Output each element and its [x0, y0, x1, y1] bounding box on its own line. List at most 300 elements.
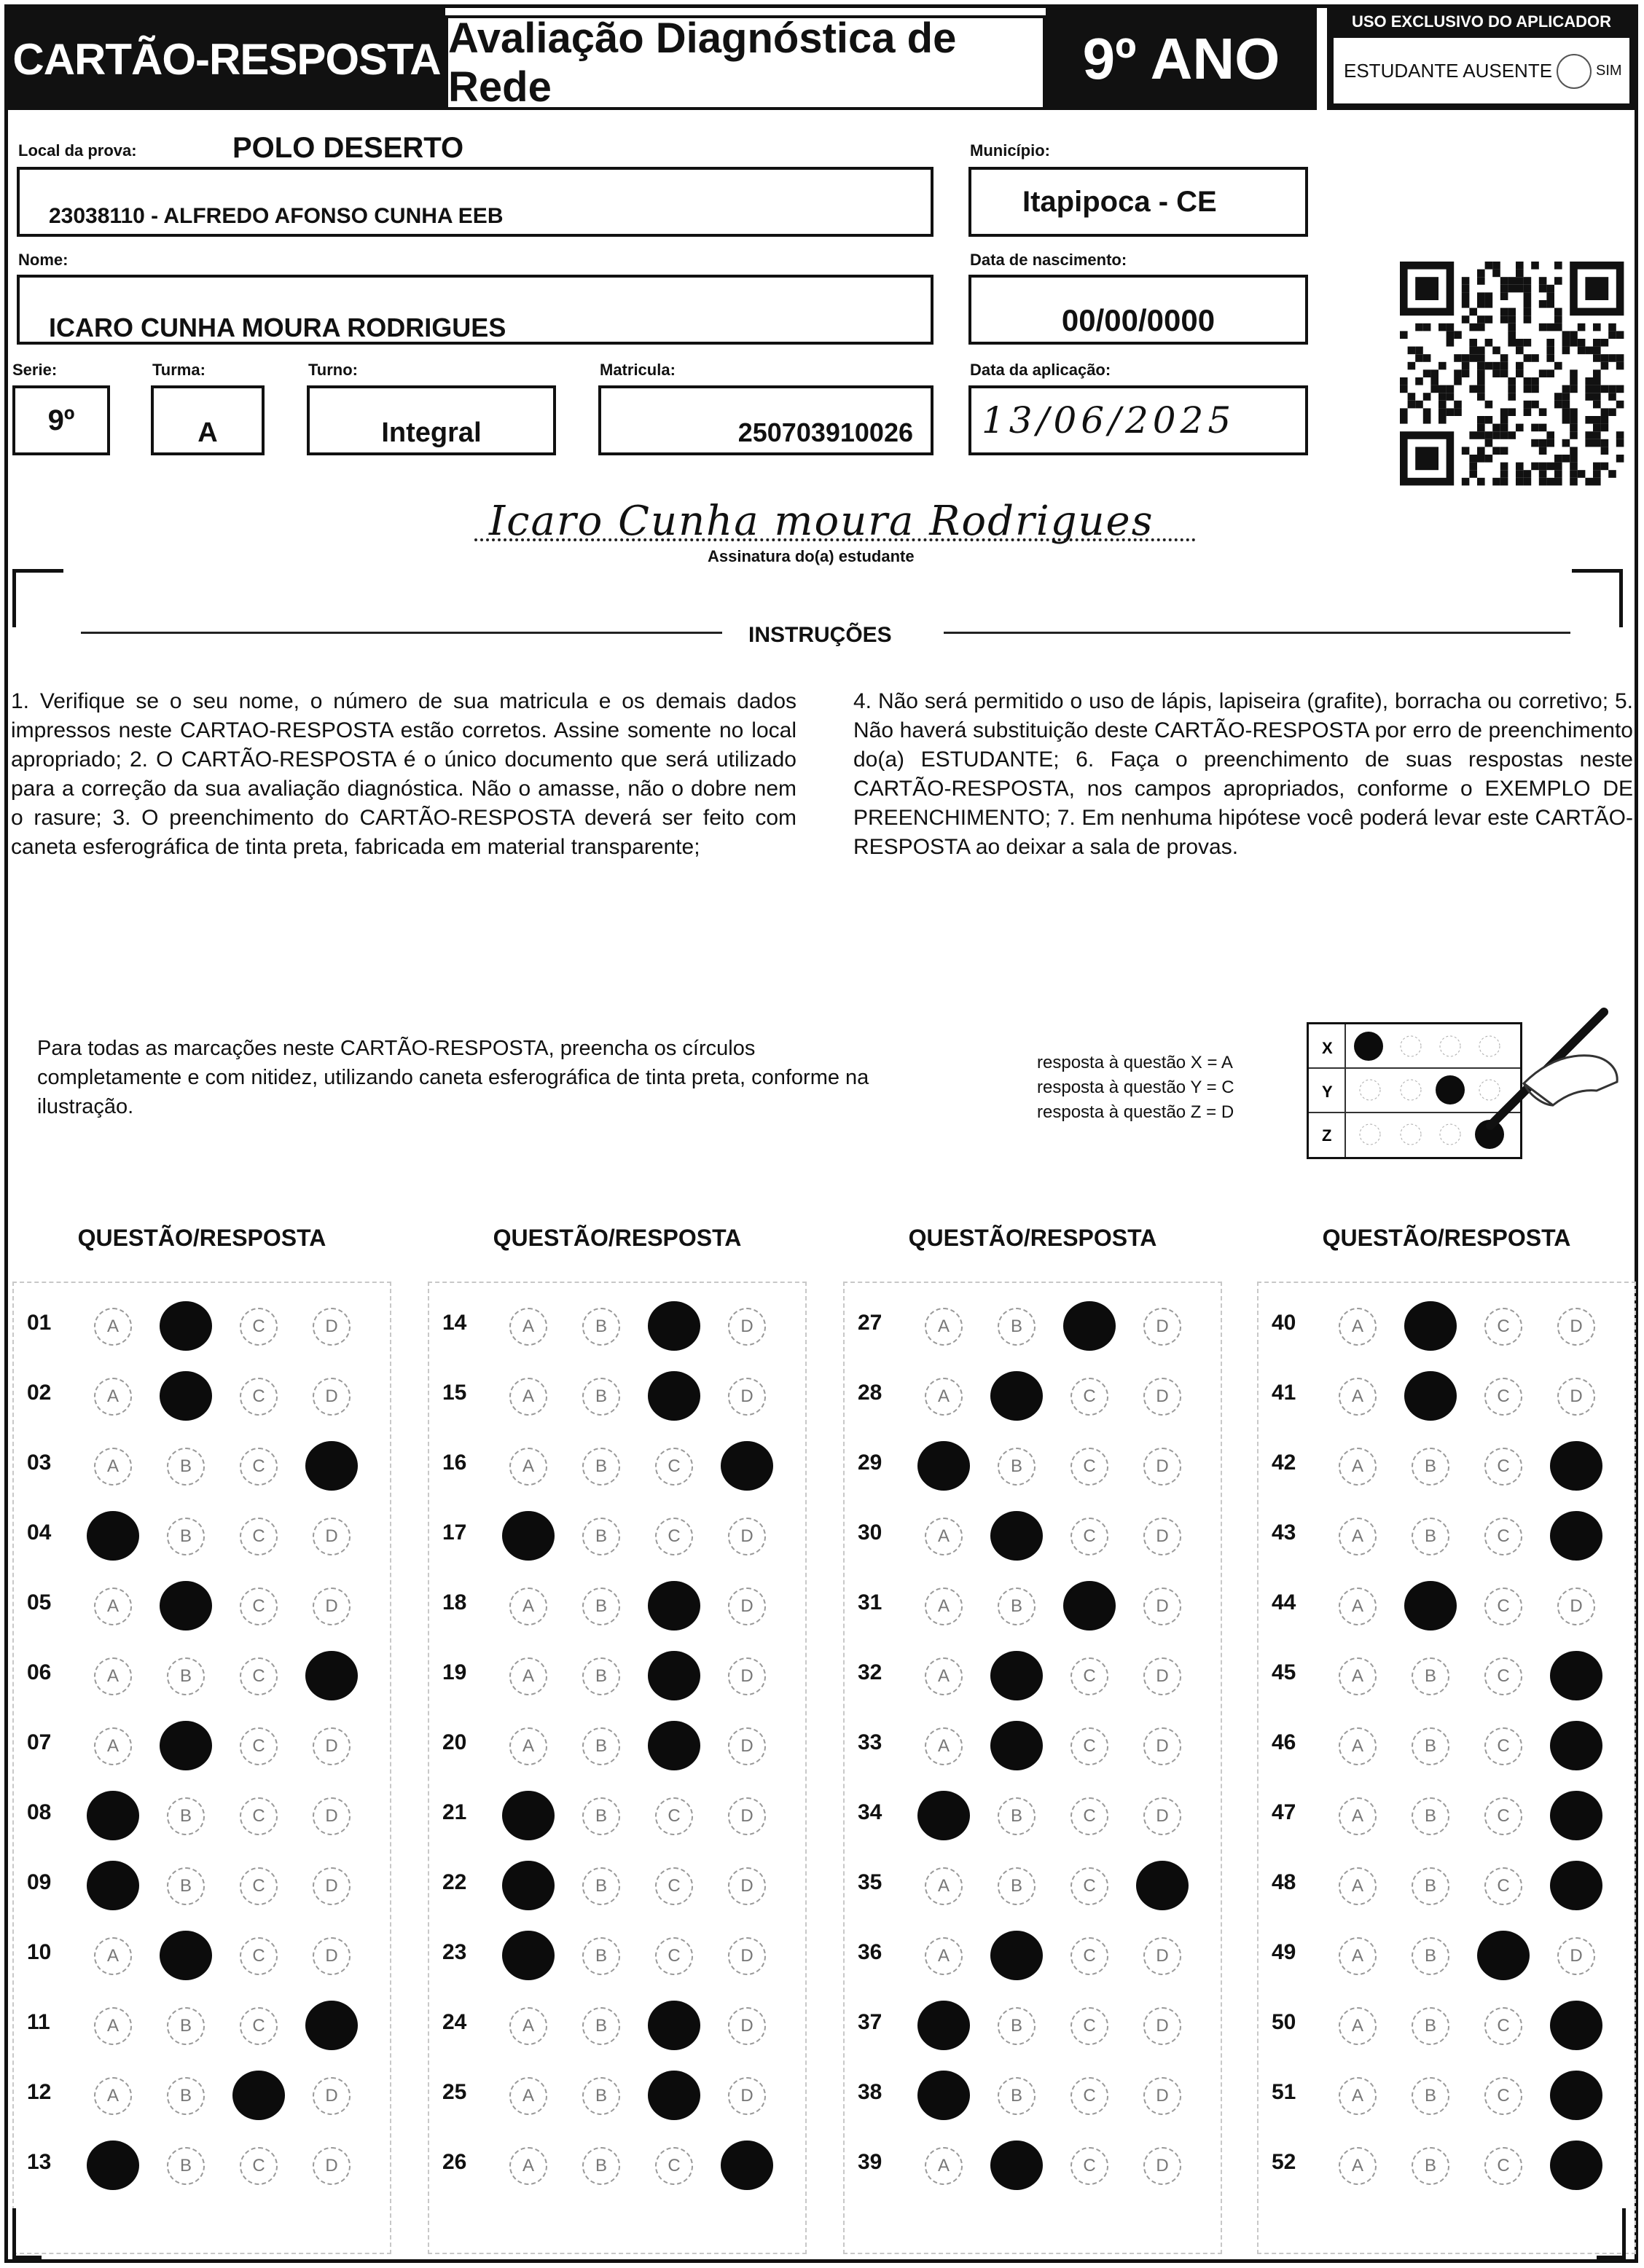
bubble-d[interactable]: D	[313, 1518, 351, 1555]
bubble-b[interactable]	[1404, 1301, 1457, 1351]
question-number: 52	[1272, 2150, 1296, 2174]
question-row-48	[1259, 1857, 1637, 1915]
question-number: 29	[858, 1451, 882, 1475]
bubble-b[interactable]: B	[167, 2077, 205, 2115]
bubble-a[interactable]: A	[925, 1588, 963, 1625]
bubble-d[interactable]: D	[1143, 2147, 1181, 2185]
question-number: 17	[442, 1520, 467, 1545]
bubble-a[interactable]: A	[925, 1518, 963, 1555]
question-row-30	[845, 1507, 1224, 1566]
bubble-c[interactable]: C	[1484, 1518, 1522, 1555]
bubble-b[interactable]: B	[998, 2007, 1036, 2045]
bubble-b[interactable]	[990, 1721, 1043, 1770]
pen-hand-icon	[1480, 1003, 1626, 1142]
bubble-c[interactable]	[1477, 1931, 1530, 1980]
question-row-35	[845, 1857, 1224, 1915]
question-number: 26	[442, 2150, 467, 2174]
bubble-a[interactable]: A	[94, 1448, 132, 1486]
serie-label: Serie:	[12, 361, 58, 379]
bubble-d[interactable]: D	[1557, 1378, 1595, 1416]
bubble-a[interactable]: A	[1339, 1518, 1377, 1555]
question-number: 28	[858, 1381, 882, 1405]
question-number: 21	[442, 1800, 467, 1824]
bubble-a[interactable]: A	[509, 1588, 547, 1625]
bubble-b[interactable]	[990, 2141, 1043, 2190]
bubble-a[interactable]: A	[1339, 1797, 1377, 1835]
bubble-a[interactable]	[87, 2141, 139, 2190]
bubble-a[interactable]: A	[925, 1727, 963, 1765]
applicator-title: USO EXCLUSIVO DO APLICADOR	[1351, 12, 1612, 31]
school-field	[17, 167, 933, 237]
question-row-23	[429, 1927, 808, 1985]
bubble-b[interactable]	[990, 1651, 1043, 1700]
bubble-d[interactable]: D	[313, 1308, 351, 1346]
bubble-b[interactable]: B	[582, 1867, 620, 1905]
matricula-field	[598, 385, 933, 455]
bubble-b[interactable]: B	[582, 1308, 620, 1346]
bubble-a[interactable]: A	[509, 1657, 547, 1695]
bubble-c[interactable]: C	[1484, 1797, 1522, 1835]
question-row-17	[429, 1507, 808, 1566]
question-number: 20	[442, 1730, 467, 1754]
question-row-33	[845, 1717, 1224, 1775]
bubble-a[interactable]	[917, 1791, 970, 1840]
question-number: 06	[27, 1660, 52, 1684]
bubble-b[interactable]: B	[582, 2077, 620, 2115]
bubble-a[interactable]: A	[509, 1378, 547, 1416]
bubble-d[interactable]	[1550, 1721, 1602, 1770]
bubble-c[interactable]: C	[1070, 1867, 1108, 1905]
bubble-c[interactable]: C	[1070, 1448, 1108, 1486]
birth-value: 00/00/0000	[1061, 303, 1216, 337]
bubble-d[interactable]	[305, 1441, 358, 1491]
bubble-d[interactable]: D	[728, 1727, 766, 1765]
bubble-a[interactable]: A	[1339, 2007, 1377, 2045]
bubble-d[interactable]	[305, 2001, 358, 2050]
bubble-b[interactable]: B	[167, 1867, 205, 1905]
bubble-c[interactable]: C	[1484, 2147, 1522, 2185]
question-row-32	[845, 1647, 1224, 1706]
bubble-c[interactable]: C	[1484, 1727, 1522, 1765]
bubble-c[interactable]	[648, 1721, 700, 1770]
bubble-c[interactable]: C	[240, 1518, 278, 1555]
bubble-b[interactable]: B	[167, 2007, 205, 2045]
bubble-b[interactable]: B	[998, 1448, 1036, 1486]
bubble-b[interactable]: B	[582, 1727, 620, 1765]
question-row-37	[845, 1997, 1224, 2055]
bubble-c[interactable]: C	[655, 1937, 693, 1975]
bubble-b[interactable]: B	[1412, 1657, 1449, 1695]
local-value: POLO DESERTO	[232, 132, 464, 164]
answers-column-1	[12, 1282, 391, 2254]
bubble-a[interactable]: A	[94, 1308, 132, 1346]
question-row-02	[14, 1368, 393, 1426]
bubble-d[interactable]: D	[1143, 1378, 1181, 1416]
question-row-28	[845, 1368, 1224, 1426]
bubble-c[interactable]: C	[1070, 1518, 1108, 1555]
bubble-d[interactable]: D	[728, 1867, 766, 1905]
absent-bubble[interactable]	[1557, 54, 1592, 89]
question-row-29	[845, 1437, 1224, 1496]
bubble-c[interactable]: C	[240, 1588, 278, 1625]
bubble-c[interactable]: C	[1070, 2007, 1108, 2045]
question-number: 03	[27, 1451, 52, 1475]
bubble-c[interactable]: C	[240, 1937, 278, 1975]
question-row-16	[429, 1437, 808, 1496]
bubble-a[interactable]: A	[1339, 1588, 1377, 1625]
bubble-b[interactable]: B	[167, 1518, 205, 1555]
bubble-b[interactable]: B	[998, 1308, 1036, 1346]
bubble-a[interactable]: A	[509, 2007, 547, 2045]
application-date-label: Data da aplicação:	[970, 361, 1111, 379]
bubble-d[interactable]: D	[1143, 1448, 1181, 1486]
bubble-b[interactable]: B	[167, 1448, 205, 1486]
bubble-c[interactable]	[648, 1651, 700, 1700]
bubble-b[interactable]: B	[998, 1797, 1036, 1835]
city-field	[968, 167, 1308, 237]
bubble-a[interactable]: A	[94, 1588, 132, 1625]
bubble-b[interactable]: B	[1412, 2007, 1449, 2045]
bubble-a[interactable]	[502, 1511, 555, 1561]
bubble-d[interactable]	[305, 1651, 358, 1700]
bubble-a[interactable]: A	[1339, 1657, 1377, 1695]
question-number: 36	[858, 1940, 882, 1964]
bubble-c[interactable]	[1063, 1301, 1116, 1351]
bubble-d[interactable]: D	[1143, 1727, 1181, 1765]
bubble-b[interactable]: B	[1412, 2147, 1449, 2185]
bubble-a[interactable]: A	[509, 1308, 547, 1346]
bubble-d[interactable]	[1550, 2001, 1602, 2050]
question-number: 49	[1272, 1940, 1296, 1964]
answers-column-3	[843, 1282, 1222, 2254]
bubble-c[interactable]	[648, 1581, 700, 1631]
bubble-b[interactable]: B	[582, 1657, 620, 1695]
bubble-d[interactable]	[1550, 1651, 1602, 1700]
question-number: 09	[27, 1870, 52, 1894]
turma-field	[151, 385, 265, 455]
answers-column-2	[428, 1282, 807, 2254]
bubble-c[interactable]: C	[1070, 2077, 1108, 2115]
bubble-c[interactable]: C	[240, 1797, 278, 1835]
bubble-d[interactable]: D	[1143, 2077, 1181, 2115]
instructions-rule-left	[81, 632, 722, 634]
card-title: CARTÃO-RESPOSTA	[8, 8, 445, 110]
bubble-a[interactable]	[502, 1861, 555, 1910]
signature-label: Assinatura do(a) estudante	[708, 547, 915, 565]
bubble-d[interactable]: D	[1557, 1937, 1595, 1975]
bubble-a[interactable]: A	[509, 1727, 547, 1765]
marking-note: Para todas as marcações neste CARTÃO-RESPOSTA, preencha os círculos completamente e com nitidez, utilizando caneta esferográfica de tinta preta, conforme na ilustração.	[37, 1037, 869, 1118]
question-row-47	[1259, 1787, 1637, 1845]
bubble-a[interactable]	[87, 1861, 139, 1910]
bubble-a[interactable]: A	[509, 2077, 547, 2115]
bubble-b[interactable]: B	[167, 1657, 205, 1695]
bubble-d[interactable]	[1550, 2071, 1602, 2120]
bubble-d[interactable]: D	[728, 1518, 766, 1555]
bubble-d[interactable]	[721, 2141, 773, 2190]
bubble-a[interactable]: A	[1339, 1727, 1377, 1765]
bubble-a[interactable]: A	[94, 1657, 132, 1695]
bubble-d[interactable]	[1550, 1511, 1602, 1561]
bubble-c[interactable]	[648, 1371, 700, 1421]
bubble-d[interactable]: D	[313, 1727, 351, 1765]
question-number: 16	[442, 1451, 467, 1475]
bubble-b[interactable]: B	[582, 1588, 620, 1625]
city-value: Itapipoca - CE	[1022, 185, 1217, 218]
question-number: 42	[1272, 1451, 1296, 1475]
qr-code-icon	[1400, 262, 1627, 493]
bubble-c[interactable]: C	[1070, 2147, 1108, 2185]
bubble-d[interactable]: D	[1143, 1797, 1181, 1835]
bubble-a[interactable]	[87, 1791, 139, 1840]
bubble-b[interactable]: B	[582, 1797, 620, 1835]
bubble-c[interactable]: C	[1484, 1308, 1522, 1346]
bubble-b[interactable]: B	[1412, 1867, 1449, 1905]
bubble-b[interactable]: B	[1412, 2077, 1449, 2115]
bubble-c[interactable]	[1063, 1581, 1116, 1631]
bubble-b[interactable]	[990, 1931, 1043, 1980]
bubble-c[interactable]: C	[655, 1797, 693, 1835]
question-row-36	[845, 1927, 1224, 1985]
bubble-d[interactable]: D	[313, 1378, 351, 1416]
bubble-c[interactable]: C	[1484, 1378, 1522, 1416]
bubble-c[interactable]: C	[1070, 1937, 1108, 1975]
bubble-c[interactable]: C	[240, 1867, 278, 1905]
bubble-c[interactable]: C	[1484, 2077, 1522, 2115]
bubble-a[interactable]: A	[925, 1867, 963, 1905]
bubble-c[interactable]: C	[1484, 1657, 1522, 1695]
bubble-a[interactable]: A	[1339, 1378, 1377, 1416]
question-row-06	[14, 1647, 393, 1706]
bubble-d[interactable]	[1550, 1861, 1602, 1910]
bubble-a[interactable]: A	[94, 2007, 132, 2045]
bubble-a[interactable]: A	[1339, 2147, 1377, 2185]
bubble-d[interactable]: D	[313, 2147, 351, 2185]
absent-panel	[1331, 36, 1632, 106]
bubble-d[interactable]: D	[1143, 1588, 1181, 1625]
bubble-c[interactable]: C	[1070, 1727, 1108, 1765]
question-number: 32	[858, 1660, 882, 1684]
bubble-b[interactable]: B	[582, 1518, 620, 1555]
question-row-10	[14, 1927, 393, 1985]
question-row-19	[429, 1647, 808, 1706]
question-number: 47	[1272, 1800, 1296, 1824]
bubble-a[interactable]: A	[925, 1937, 963, 1975]
bubble-d[interactable]: D	[313, 1588, 351, 1625]
bubble-a[interactable]	[502, 1931, 555, 1980]
bubble-a[interactable]: A	[1339, 1448, 1377, 1486]
bubble-d[interactable]: D	[1143, 1657, 1181, 1695]
bubble-d[interactable]	[1136, 1861, 1189, 1910]
instructions-right: 4. Não será permitido o uso de lápis, lapiseira (grafite), borracha ou corretivo; 5. Não haverá substituição deste CARTÃO-RESPOSTA por erro de preenchimento do(a) ESTUDANTE; 6. Faça o preenchimento de suas respostas neste CARTÃO-RESPOSTA, nos campos apropriados, conforme o EXEMPLO DE PREENCHIMENTO; 7. Em nenhuma hipótese você poderá levar este CARTÃO-RESPOSTA ao deixar a sala de provas.	[853, 689, 1633, 859]
application-date-field[interactable]	[968, 385, 1308, 455]
bubble-b[interactable]: B	[167, 2147, 205, 2185]
bubble-d[interactable]: D	[1143, 1518, 1181, 1555]
bubble-a[interactable]: A	[925, 1657, 963, 1695]
school-value: 23038110 - ALFREDO AFONSO CUNHA EEB	[49, 204, 504, 228]
bubble-c[interactable]: C	[655, 1867, 693, 1905]
bubble-b[interactable]	[160, 1301, 212, 1351]
signature-value: Icaro Cunha moura Rodrigues	[489, 498, 1154, 545]
bubble-d[interactable]: D	[1143, 2007, 1181, 2045]
bubble-d[interactable]: D	[728, 1937, 766, 1975]
bubble-c[interactable]: C	[1484, 2007, 1522, 2045]
question-row-03	[14, 1437, 393, 1496]
bubble-c[interactable]: C	[655, 1518, 693, 1555]
bubble-b[interactable]: B	[1412, 1727, 1449, 1765]
bubble-a[interactable]: A	[1339, 1867, 1377, 1905]
question-number: 38	[858, 2080, 882, 2104]
bubble-b[interactable]: B	[582, 2007, 620, 2045]
bubble-b[interactable]: B	[1412, 1518, 1449, 1555]
bubble-b[interactable]: B	[1412, 1937, 1449, 1975]
bubble-b[interactable]: B	[582, 1378, 620, 1416]
turma-label: Turma:	[152, 361, 206, 379]
bubble-d[interactable]: D	[728, 2007, 766, 2045]
bubble-d[interactable]: D	[313, 1937, 351, 1975]
question-row-46	[1259, 1717, 1637, 1775]
example-label-x: resposta à questão X = A	[1037, 1053, 1233, 1072]
bubble-d[interactable]: D	[1143, 1937, 1181, 1975]
answer-sheet	[4, 4, 1638, 2263]
question-number: 11	[27, 2010, 50, 2034]
bubble-b[interactable]: B	[998, 2077, 1036, 2115]
bubble-c[interactable]: C	[240, 2007, 278, 2045]
bubble-c[interactable]	[648, 1301, 700, 1351]
question-row-04	[14, 1507, 393, 1566]
question-row-08	[14, 1787, 393, 1845]
bubble-b[interactable]	[160, 1581, 212, 1631]
question-number: 18	[442, 1590, 467, 1614]
question-number: 07	[27, 1730, 52, 1754]
bubble-d[interactable]: D	[728, 1657, 766, 1695]
bubble-a[interactable]: A	[94, 1937, 132, 1975]
bubble-a[interactable]: A	[1339, 1308, 1377, 1346]
bubble-c[interactable]	[648, 2071, 700, 2120]
bubble-d[interactable]: D	[313, 1867, 351, 1905]
bubble-d[interactable]: D	[1557, 1308, 1595, 1346]
bubble-c[interactable]: C	[240, 2147, 278, 2185]
bubble-a[interactable]: A	[925, 1308, 963, 1346]
bubble-c[interactable]: C	[240, 1378, 278, 1416]
bubble-b[interactable]	[990, 1511, 1043, 1561]
bubble-b[interactable]	[160, 1371, 212, 1421]
question-row-05	[14, 1577, 393, 1636]
question-row-43	[1259, 1507, 1637, 1566]
bubble-d[interactable]: D	[313, 2077, 351, 2115]
bubble-c[interactable]: C	[655, 1448, 693, 1486]
bubble-b[interactable]: B	[998, 1588, 1036, 1625]
bubble-d[interactable]: D	[728, 1588, 766, 1625]
question-number: 33	[858, 1730, 882, 1754]
bubble-c[interactable]: C	[1070, 1797, 1108, 1835]
bubble-a[interactable]: A	[1339, 2077, 1377, 2115]
bubble-c[interactable]: C	[1484, 1588, 1522, 1625]
bubble-a[interactable]: A	[94, 1378, 132, 1416]
bubble-b[interactable]: B	[998, 1867, 1036, 1905]
name-label: Nome:	[18, 251, 68, 269]
question-row-44	[1259, 1577, 1637, 1636]
bubble-d[interactable]	[721, 1441, 773, 1491]
bubble-c[interactable]: C	[1484, 1867, 1522, 1905]
bubble-b[interactable]: B	[1412, 1797, 1449, 1835]
bubble-d[interactable]: D	[728, 1797, 766, 1835]
question-row-21	[429, 1787, 808, 1845]
bubble-c[interactable]	[232, 2071, 285, 2120]
answers-header-3: QUESTÃO/RESPOSTA	[908, 1225, 1157, 1251]
bubble-b[interactable]: B	[582, 1448, 620, 1486]
bubble-b[interactable]	[1404, 1371, 1457, 1421]
bubble-d[interactable]: D	[1557, 1588, 1595, 1625]
bubble-a[interactable]	[917, 1441, 970, 1491]
bubble-b[interactable]: B	[582, 1937, 620, 1975]
bubble-c[interactable]: C	[240, 1727, 278, 1765]
bubble-a[interactable]	[917, 2001, 970, 2050]
bubble-d[interactable]: D	[728, 2077, 766, 2115]
bubble-c[interactable]: C	[1484, 1448, 1522, 1486]
bubble-d[interactable]: D	[1143, 1308, 1181, 1346]
bubble-c[interactable]: C	[240, 1308, 278, 1346]
bubble-b[interactable]	[990, 1371, 1043, 1421]
question-row-50	[1259, 1997, 1637, 2055]
bubble-c[interactable]: C	[240, 1657, 278, 1695]
bracket-right	[1572, 569, 1623, 627]
bubble-c[interactable]: C	[1070, 1378, 1108, 1416]
bubble-a[interactable]: A	[925, 2147, 963, 2185]
bubble-d[interactable]	[1550, 1791, 1602, 1840]
bubble-d[interactable]	[1550, 2141, 1602, 2190]
question-row-20	[429, 1717, 808, 1775]
bubble-a[interactable]: A	[94, 2077, 132, 2115]
bubble-a[interactable]	[502, 1791, 555, 1840]
bubble-b[interactable]	[1404, 1581, 1457, 1631]
question-row-13	[14, 2137, 393, 2195]
bubble-b[interactable]	[160, 1721, 212, 1770]
bubble-b[interactable]: B	[167, 1797, 205, 1835]
bubble-c[interactable]: C	[655, 2147, 693, 2185]
question-number: 02	[27, 1381, 52, 1405]
bubble-d[interactable]: D	[313, 1797, 351, 1835]
bubble-a[interactable]: A	[1339, 1937, 1377, 1975]
question-number: 01	[27, 1311, 52, 1335]
question-number: 23	[442, 1940, 467, 1964]
bubble-d[interactable]: D	[728, 1378, 766, 1416]
bubble-a[interactable]	[917, 2071, 970, 2120]
application-date-value: 13/06/2025	[982, 399, 1236, 442]
bubble-c[interactable]	[648, 2001, 700, 2050]
question-number: 24	[442, 2010, 467, 2034]
bubble-d[interactable]	[1550, 1441, 1602, 1491]
bubble-a[interactable]: A	[509, 1448, 547, 1486]
bubble-b[interactable]: B	[582, 2147, 620, 2185]
bubble-a[interactable]: A	[94, 1727, 132, 1765]
question-row-11	[14, 1997, 393, 2055]
answers-header-1: QUESTÃO/RESPOSTA	[77, 1225, 326, 1251]
bubble-a[interactable]	[87, 1511, 139, 1561]
bubble-a[interactable]: A	[509, 2147, 547, 2185]
question-number: 43	[1272, 1520, 1296, 1545]
serie-value: 9º	[47, 404, 75, 436]
bubble-c[interactable]: C	[1070, 1657, 1108, 1695]
bubble-d[interactable]: D	[728, 1308, 766, 1346]
exam-title: Avaliação Diagnóstica de Rede	[445, 15, 1046, 110]
bubble-b[interactable]	[160, 1931, 212, 1980]
question-row-49	[1259, 1927, 1637, 1985]
bubble-a[interactable]: A	[925, 1378, 963, 1416]
bubble-b[interactable]: B	[1412, 1448, 1449, 1486]
bubble-c[interactable]: C	[240, 1448, 278, 1486]
question-number: 13	[27, 2150, 52, 2174]
